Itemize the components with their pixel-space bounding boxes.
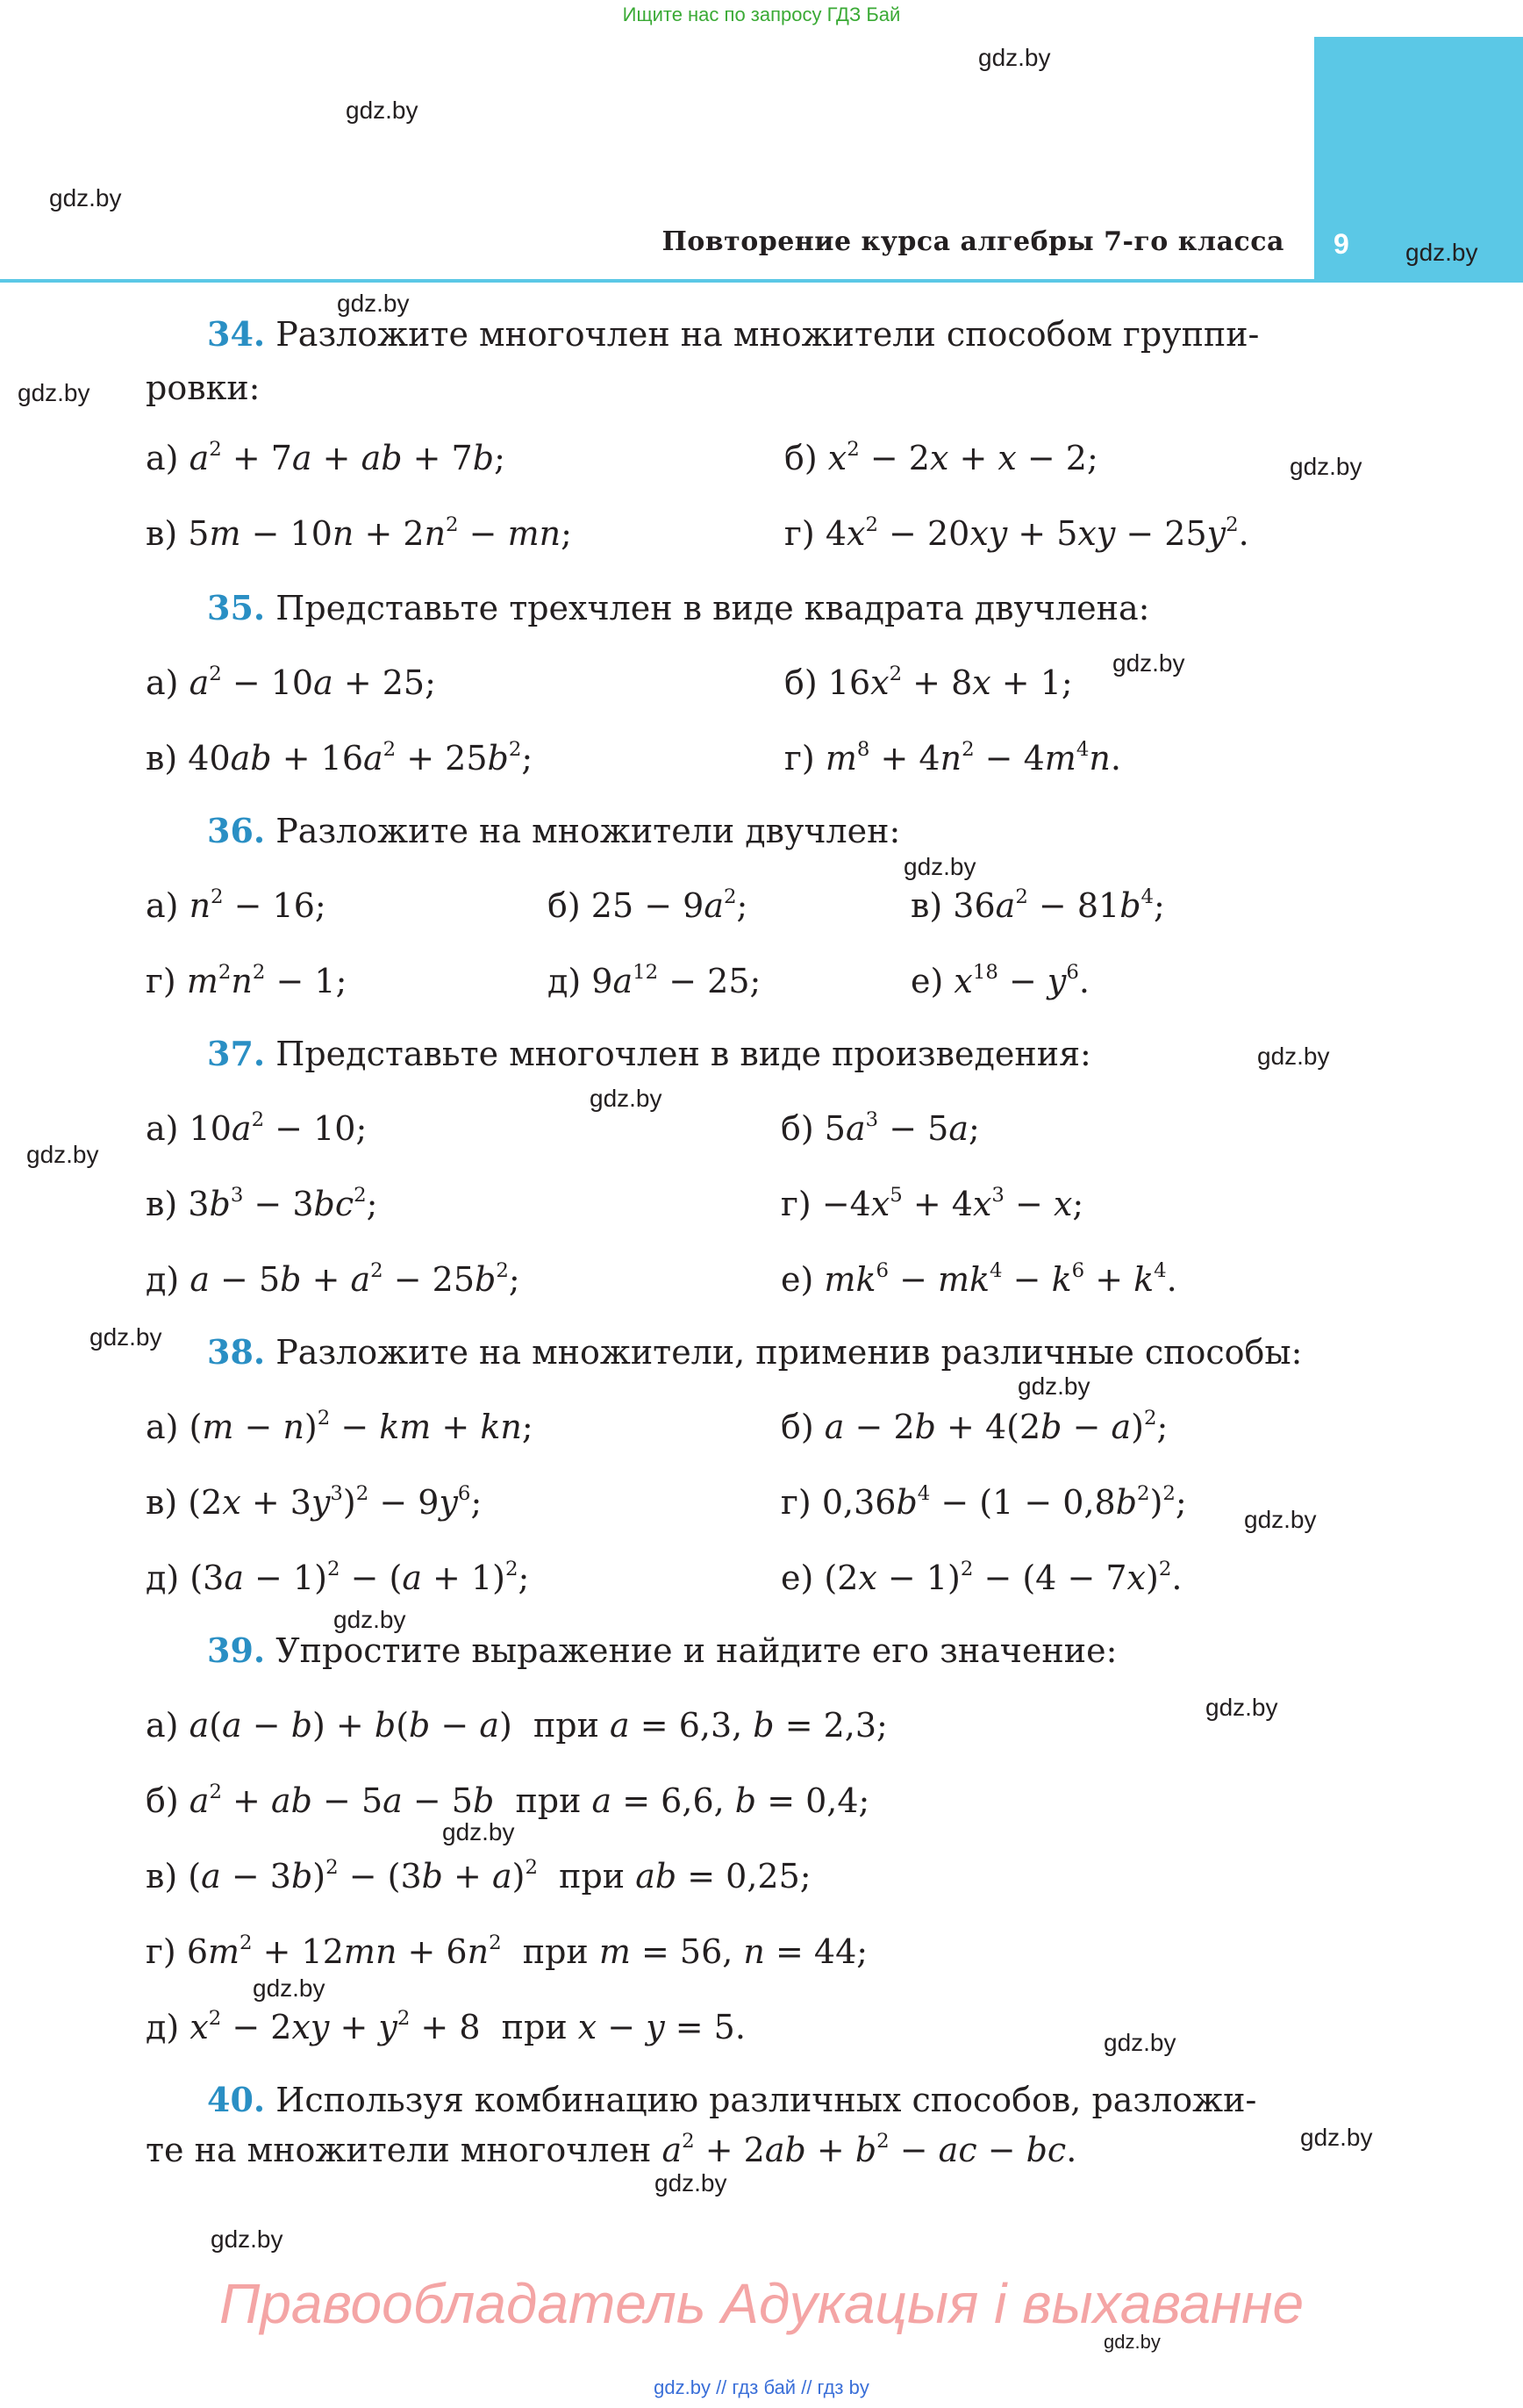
watermark: gdz.by: [337, 290, 410, 317]
problem-text: Представьте многочлен в виде произведения:: [275, 1035, 1091, 1073]
watermark: gdz.by: [89, 1323, 162, 1351]
footer-links[interactable]: gdz.by // гдз бай // гдз by: [654, 2376, 869, 2398]
watermark: gdz.by: [590, 1085, 662, 1112]
watermark: gdz.by: [1205, 1694, 1278, 1721]
problem-number: 37.: [207, 1034, 266, 1073]
page-number: 9: [1334, 228, 1349, 260]
problem-text: Упростите выражение и найдите его значение:: [275, 1631, 1118, 1670]
top-note: Ищите нас по запросу ГДЗ Бай: [622, 4, 901, 25]
exercise-36v: в) $36a^2 - 81b^4$;: [911, 885, 1165, 925]
watermark: gdz.by: [904, 853, 976, 880]
problem-number: 40.: [207, 2080, 266, 2119]
page-title: Повторение курса алгебры 7-го класса: [661, 226, 1284, 257]
watermark: gdz.by: [333, 1606, 406, 1633]
watermark: gdz.by: [654, 2169, 727, 2197]
exercise-35b: б) $16x^2 + 8x + 1$;: [784, 663, 1073, 702]
exercise-36a: а) $n^2 - 16$;: [146, 885, 326, 925]
exercise-37a: а) $10a^2 - 10$;: [146, 1108, 368, 1148]
exercise-34v: в) $5m - 10n + 2n^2$ − mn;: [146, 513, 572, 553]
exercise-34b: б) $x^2 - 2x + x - 2$;: [784, 438, 1098, 477]
exercise-36g: г) $m^2n^2 - 1$;: [146, 961, 347, 1000]
exercise-38e: е) $(2x - 1)^2 - (4 - 7x)^2$.: [781, 1558, 1183, 1597]
problem-34-heading-cont: ровки:: [146, 369, 261, 407]
watermark: gdz.by: [1300, 2124, 1373, 2151]
watermark: gdz.by: [1112, 649, 1185, 677]
problem-number: 36.: [207, 811, 266, 850]
problem-40-heading: [207, 2080, 1256, 2119]
exercise-38b: б) $a - 2b + 4(2b - a)^2$;: [781, 1407, 1169, 1446]
watermark: gdz.by: [253, 1974, 325, 2002]
watermark: gdz.by: [442, 1818, 515, 1845]
watermark: gdz.by: [1018, 1372, 1090, 1400]
watermark: gdz.by: [1104, 2331, 1161, 2353]
exercise-39a: а) a(a − b) + b(b − a) при a = 6,3, b = 2,3;: [146, 1706, 888, 1745]
watermark: gdz.by: [1405, 239, 1478, 266]
exercise-34g: г) $4x^2 - 20xy + 5xy - 25y^2$.: [784, 513, 1249, 553]
exercise-35v: в) $40ab + 16a^2 + 25b^2$;: [146, 738, 533, 778]
exercise-36d: д) $9a^{12} - 25$;: [547, 961, 762, 1000]
watermark: gdz.by: [18, 379, 90, 406]
exercise-37b: б) $5a^3 - 5a$;: [781, 1108, 980, 1148]
exercise-34a: а) $a^2 + 7a$ + ab + 7b;: [146, 438, 505, 477]
exercise-39v: в) $(a - 3b)^2 - (3b + a)^2$ при ab = 0,25;: [146, 1856, 812, 1896]
exercise-39d: д) $x^2 - 2xy + y^2 + 8$ при x − y = 5.: [146, 2007, 746, 2046]
problem-text: Разложите на множители, применив различные способы:: [275, 1333, 1303, 1372]
exercise-37d: д) $a - 5b + a^2 - 25b^2$;: [146, 1259, 520, 1299]
problem-text: Представьте трехчлен в виде квадрата двучлена:: [275, 589, 1150, 627]
watermark: gdz.by: [26, 1141, 99, 1168]
exercise-36b: б) $25 - 9a^2$;: [547, 885, 748, 925]
exercise-37v: в) $3b^3 - 3bc^2$;: [146, 1184, 378, 1223]
watermark: gdz.by: [1104, 2029, 1176, 2056]
exercise-37g: $г) -4x^5 + 4x^3 - x$;: [781, 1184, 1084, 1223]
exercise-38g: г) $0,36b^4 - (1 - 0,8b^2)^2$;: [781, 1482, 1187, 1522]
exercise-38a: а) $(m - n)^2$ − km + kn;: [146, 1407, 533, 1446]
problem-number: 38.: [207, 1332, 266, 1372]
header-rule: [0, 279, 1523, 283]
problem-text: Используя комбинацию различных способов, разложи-: [275, 2081, 1257, 2119]
copyright-notice: Правообладатель Адукацыя і выхаванне: [218, 2272, 1305, 2335]
problem-text: те на множители многочлен: [146, 2131, 652, 2169]
watermark: gdz.by: [1244, 1506, 1317, 1533]
exercise-39b: б) $a^2$ + ab − 5a − 5b при a = 6,6, b = 0,4;: [146, 1781, 870, 1820]
watermark: gdz.by: [978, 44, 1051, 71]
exercise-38d: д) $(3a - 1)^2 - (a + 1)^2$;: [146, 1558, 530, 1597]
problem-36-heading: [207, 811, 900, 850]
problem-number: 34.: [207, 314, 266, 354]
problem-37-heading: [207, 1034, 1091, 1073]
watermark: gdz.by: [211, 2225, 283, 2253]
problem-number: 39.: [207, 1630, 266, 1670]
watermark: gdz.by: [49, 184, 122, 211]
problem-39-heading: [207, 1630, 1117, 1670]
exercise-38v: в) $(2x + 3y^3)^2 - 9y^6$;: [146, 1482, 483, 1522]
exercise-39g: г) $6m^2 + 12mn + 6n^2$ при m = 56, n = 44;: [146, 1931, 869, 1971]
exercise-37e: е) $mk^6 - mk^4 - k^6 + k^4$.: [781, 1259, 1177, 1299]
problem-34-heading: [207, 314, 1259, 354]
watermark: gdz.by: [1257, 1043, 1330, 1070]
problem-40-heading-cont: те на множители многочлен $a^2 + 2ab + b^2$ − ac − bc.: [146, 2130, 1077, 2169]
problem-number: 35.: [207, 588, 266, 627]
problem-text: Разложите на множители двучлен:: [275, 812, 901, 850]
exercise-35a: а) $a^2 - 10a + 25$;: [146, 663, 436, 702]
watermark: gdz.by: [1290, 453, 1362, 480]
problem-text: Разложите многочлен на множители способом группи-: [275, 315, 1260, 354]
problem-38-heading: [207, 1332, 1302, 1372]
exercise-36e: е) $x^{18} - y^6$.: [911, 961, 1090, 1000]
problem-35-heading: [207, 588, 1149, 627]
exercise-35g: г) $m^8 + 4n^2 - 4m^4n$.: [784, 738, 1121, 778]
watermark: gdz.by: [346, 97, 418, 124]
